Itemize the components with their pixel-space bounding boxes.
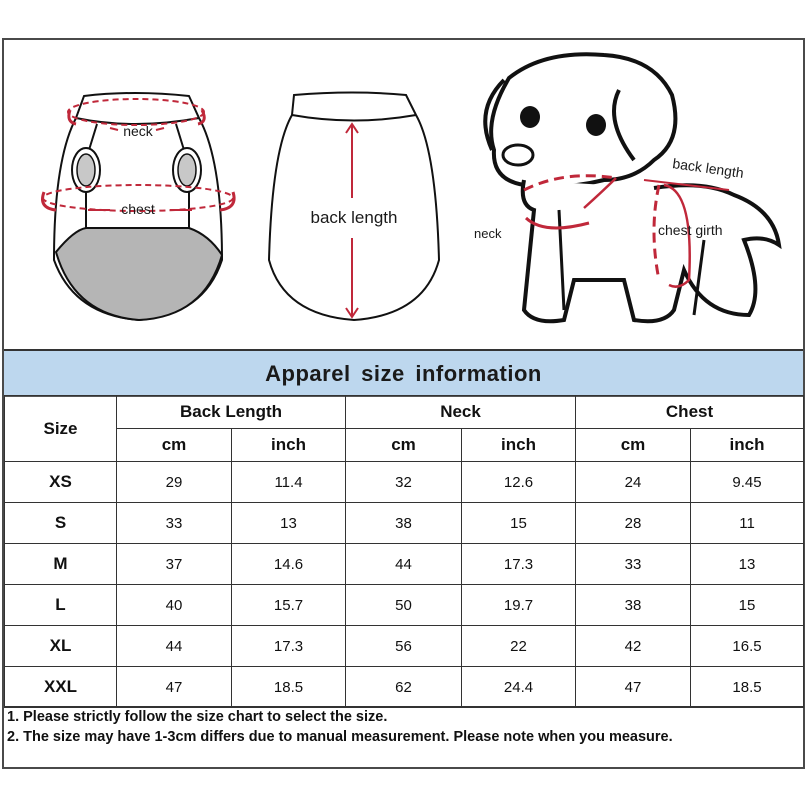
size-label: L xyxy=(5,585,117,626)
unit-header: cm xyxy=(117,429,232,462)
table-cell: 42 xyxy=(576,626,691,667)
header-row-units xyxy=(5,429,804,462)
dog-chest-girth-label: chest girth xyxy=(658,222,723,238)
table-row xyxy=(5,503,804,544)
table-cell: 22 xyxy=(462,626,576,667)
dog-illustration xyxy=(474,54,779,321)
vest-back-length-label: back length xyxy=(310,208,398,227)
note-line: 1. Please strictly follow the size chart to select the size. xyxy=(7,709,388,725)
size-chart-frame xyxy=(2,38,805,769)
header-row-groups xyxy=(5,396,804,429)
vest-neck-label: neck xyxy=(123,123,153,139)
table-cell: 37 xyxy=(117,544,232,585)
table-cell: 32 xyxy=(346,462,462,503)
table-cell: 11 xyxy=(691,503,804,544)
size-header: Size xyxy=(5,396,117,462)
table-cell: 28 xyxy=(576,503,691,544)
note-line: 2. The size may have 1-3cm differs due to manual measurement. Please note when you measure. xyxy=(7,729,673,745)
table-cell: 24 xyxy=(576,462,691,503)
table-cell: 15.7 xyxy=(232,585,346,626)
table-cell: 16.5 xyxy=(691,626,804,667)
table-cell: 15 xyxy=(691,585,804,626)
group-header-neck: Neck xyxy=(346,396,576,429)
table-row xyxy=(5,585,804,626)
table-row xyxy=(5,462,804,503)
unit-header: cm xyxy=(576,429,691,462)
group-header-back-length: Back Length xyxy=(117,396,346,429)
size-notes xyxy=(4,706,803,767)
table-cell: 17.3 xyxy=(232,626,346,667)
vest-front-illustration xyxy=(43,93,235,320)
table-cell: 17.3 xyxy=(462,544,576,585)
table-cell: 15 xyxy=(462,503,576,544)
table-row xyxy=(5,544,804,585)
table-row xyxy=(5,667,804,708)
table-cell: 12.6 xyxy=(462,462,576,503)
unit-header: inch xyxy=(232,429,346,462)
dog-back-length-label: back length xyxy=(671,155,745,181)
table-cell: 40 xyxy=(117,585,232,626)
table-cell: 62 xyxy=(346,667,462,708)
table-cell: 56 xyxy=(346,626,462,667)
table-cell: 14.6 xyxy=(232,544,346,585)
table-cell: 9.45 xyxy=(691,462,804,503)
dog-neck-label: neck xyxy=(474,226,502,241)
size-label: S xyxy=(5,503,117,544)
table-cell: 13 xyxy=(691,544,804,585)
size-label: XL xyxy=(5,626,117,667)
table-cell: 44 xyxy=(117,626,232,667)
table-title-band xyxy=(4,349,803,397)
size-label: M xyxy=(5,544,117,585)
table-cell: 47 xyxy=(117,667,232,708)
table-cell: 33 xyxy=(117,503,232,544)
unit-header: cm xyxy=(346,429,462,462)
table-cell: 38 xyxy=(576,585,691,626)
group-header-chest: Chest xyxy=(576,396,804,429)
table-cell: 50 xyxy=(346,585,462,626)
table-cell: 18.5 xyxy=(691,667,804,708)
unit-header: inch xyxy=(691,429,804,462)
table-cell: 38 xyxy=(346,503,462,544)
vest-back-illustration xyxy=(269,93,439,321)
table-cell: 19.7 xyxy=(462,585,576,626)
table-cell: 18.5 xyxy=(232,667,346,708)
table-cell: 33 xyxy=(576,544,691,585)
table-cell: 47 xyxy=(576,667,691,708)
table-cell: 29 xyxy=(117,462,232,503)
table-cell: 11.4 xyxy=(232,462,346,503)
illustration-canvas xyxy=(4,40,803,346)
vest-chest-label: chest xyxy=(121,201,155,217)
table-row xyxy=(5,626,804,667)
table-cell: 13 xyxy=(232,503,346,544)
measurement-illustrations xyxy=(4,40,803,346)
table-cell: 24.4 xyxy=(462,667,576,708)
unit-header: inch xyxy=(462,429,576,462)
size-label: XS xyxy=(5,462,117,503)
table-cell: 44 xyxy=(346,544,462,585)
size-label: XXL xyxy=(5,667,117,708)
size-table xyxy=(4,395,804,708)
table-title: Apparel size information xyxy=(265,360,542,386)
